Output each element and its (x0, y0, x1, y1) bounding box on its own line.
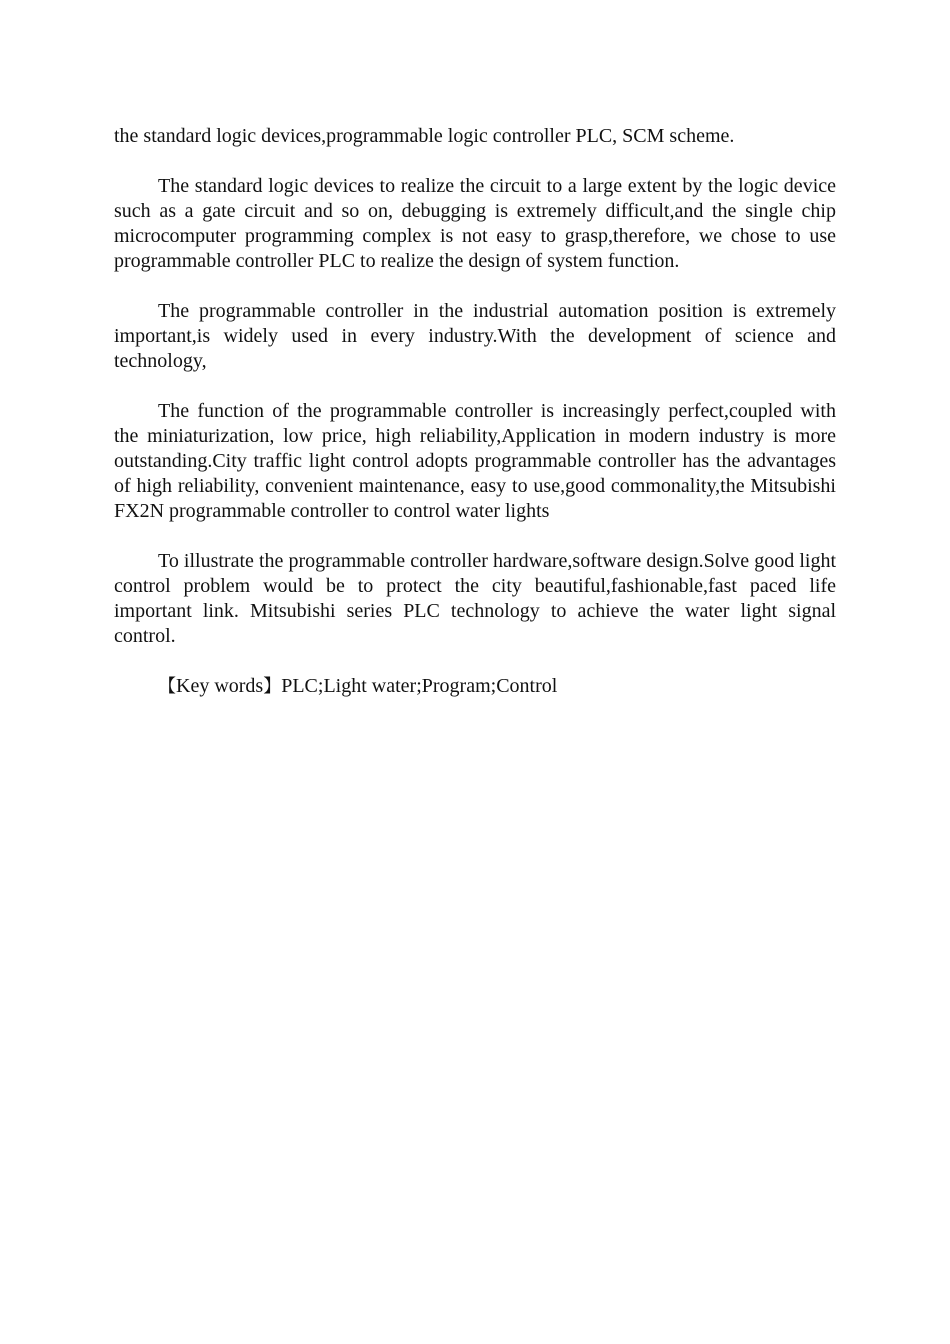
keywords-label: Key words (176, 675, 264, 697)
paragraph-plc-function: The function of the programmable controller is increasingly perfect,coupled with the miniaturization, low price, high reliability,Application in modern industry is more outstanding.City traffic light control adopts programmable controller has the advantages of high reliability, convenient maintenance, easy to use,good commonality,the Mitsubishi FX2N programmable controller to control water lights (114, 400, 836, 522)
keywords-text: PLC;Light water;Program;Control (281, 675, 558, 697)
keywords-close-bracket: 】 (263, 676, 282, 697)
keywords-open-bracket: 【 (158, 676, 176, 697)
paragraph-intro-continuation: the standard logic devices,programmable logic controller PLC, SCM scheme. (114, 125, 735, 147)
keywords-line (114, 674, 836, 699)
paragraph-standard-logic: The standard logic devices to realize the circuit to a large extent by the logic device such as a gate circuit and so on, debugging is extremely difficult,and the single chip microcomputer programming complex is not easy to grasp,therefore, we chose to use programmable controller PLC to realize the design of system function. (114, 175, 836, 272)
paragraph-illustration: To illustrate the programmable controller hardware,software design.Solve good light control problem would be to protect the city beautiful,fashionable,fast paced life important link. Mitsubishi series PLC technology to achieve the water light signal control. (114, 550, 836, 647)
document-page (114, 124, 836, 699)
paragraph-plc-importance: The programmable controller in the industrial automation position is extremely important,is widely used in every industry.With the development of science and technology, (114, 300, 836, 372)
